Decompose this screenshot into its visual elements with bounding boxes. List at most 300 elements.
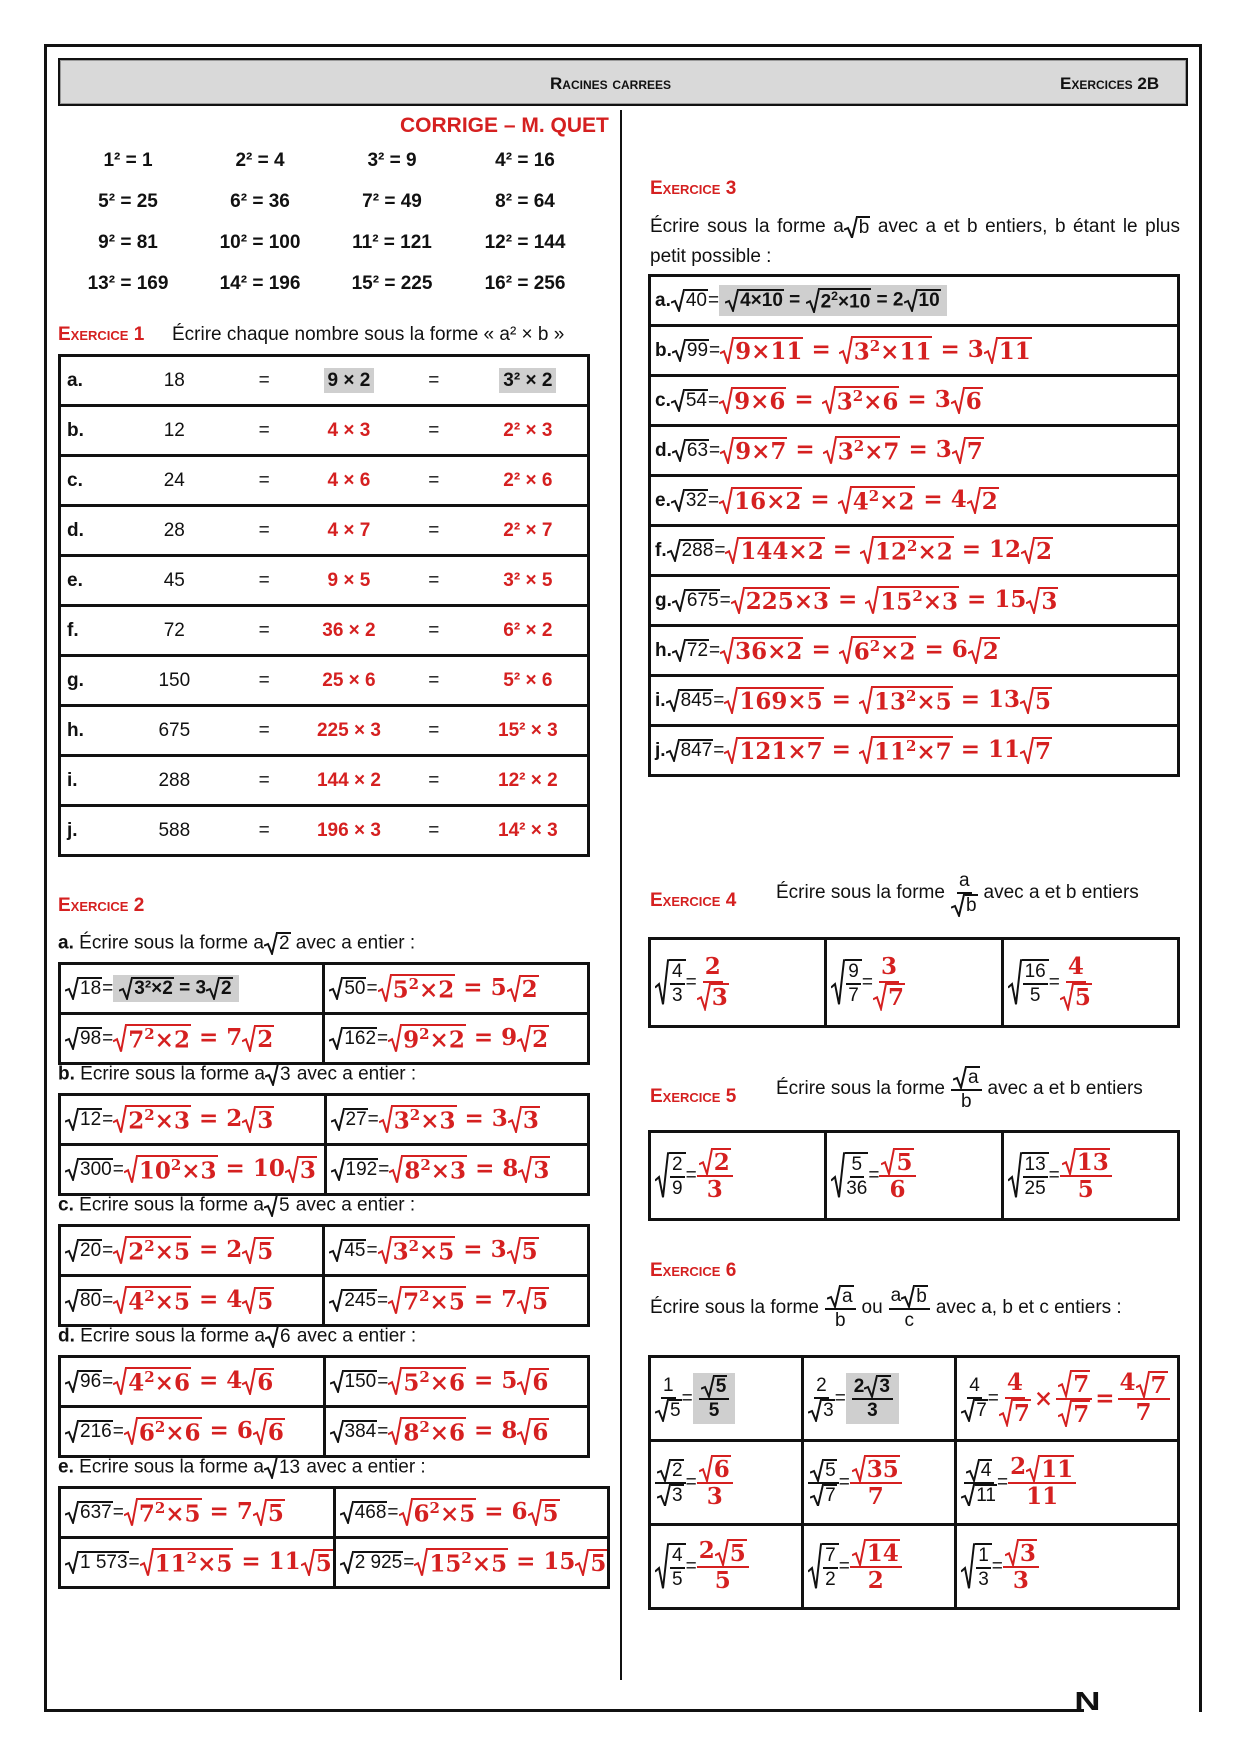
cell-value: 9 × 2: [324, 368, 375, 393]
square-value: 14² = 196: [219, 273, 301, 294]
answer: [124, 1417, 285, 1446]
den: 3: [978, 1568, 989, 1590]
cell-value: 196 × 3: [316, 819, 381, 841]
radical-sign: [827, 1285, 841, 1308]
radical-sign: [968, 637, 982, 664]
table-row: [60, 456, 589, 506]
radicand: [980, 1459, 993, 1482]
coef: 3: [934, 385, 951, 413]
table-cell: [60, 1538, 335, 1588]
times: ×: [917, 538, 937, 566]
times: ×: [880, 638, 900, 666]
radicand: 5: [521, 1238, 538, 1266]
text: =: [455, 1235, 491, 1263]
denominator: [999, 1399, 1031, 1427]
cell-content: [336, 1489, 608, 1536]
product: 9×11: [735, 338, 803, 366]
radicand: [680, 739, 714, 762]
factor: 5: [935, 688, 952, 716]
den: 7: [825, 1484, 836, 1506]
table-row: [650, 626, 1179, 676]
den: 5: [1077, 1176, 1094, 1204]
exponent: 2: [408, 975, 419, 994]
sqrt-radical: [389, 1155, 467, 1184]
square-base: 11: [873, 738, 906, 766]
radicand: [836, 386, 900, 415]
sqrt-radical: [124, 1498, 202, 1527]
fraction: [825, 1285, 856, 1332]
coef: 7: [236, 1497, 253, 1525]
sqrt-radical: [951, 387, 983, 414]
square-value: 16² = 256: [484, 273, 566, 294]
table-cell: [399, 456, 469, 506]
radicand: 5: [590, 1550, 607, 1578]
sqrt-radical: [719, 387, 786, 414]
denominator: [873, 983, 905, 1011]
numerator: [1066, 954, 1086, 982]
num: 9: [848, 960, 859, 982]
table-cell: [469, 356, 589, 406]
table-row: [650, 726, 1179, 776]
denominator: [961, 1484, 997, 1507]
table-cell: [1002, 1132, 1178, 1220]
ex1-table: [58, 354, 590, 857]
cell-value: 2² × 3: [503, 419, 553, 441]
cell-value: 5² × 6: [503, 669, 553, 691]
radicand: [998, 337, 1032, 364]
table-cell: [650, 939, 826, 1027]
cell-content: [325, 1015, 587, 1062]
radical-sign: [999, 1399, 1013, 1426]
denominator: [978, 1569, 989, 1591]
cell-content: [61, 1146, 324, 1193]
text: =: [803, 635, 839, 663]
number: 162: [344, 1028, 377, 1050]
denominator: [1030, 985, 1041, 1007]
radical-sign: [329, 1239, 343, 1262]
radical-sign: [399, 1498, 413, 1527]
radical-sign: [330, 1420, 344, 1443]
coef: 4: [1119, 1369, 1136, 1397]
times: ×: [471, 1550, 492, 1578]
radicand: [1040, 587, 1058, 614]
fraction: [879, 1147, 915, 1203]
sqrt-radical: [65, 1370, 102, 1393]
table-cell: [119, 606, 229, 656]
sqrt-radical: [667, 539, 715, 562]
radicand: [521, 975, 539, 1002]
radical-sign: [113, 1105, 127, 1134]
sqrt-radical: [808, 1399, 835, 1422]
radicand: [79, 1239, 102, 1262]
table-cell: [60, 1357, 325, 1407]
radicand: 3: [173, 1107, 190, 1135]
cell-value: =: [258, 719, 270, 741]
table-row: [60, 706, 589, 756]
text: =: [871, 289, 893, 311]
den: 25: [1024, 1177, 1046, 1199]
denominator: [889, 1177, 905, 1203]
table-cell: [119, 356, 229, 406]
text: =: [915, 485, 951, 513]
sqrt-radical: [724, 737, 823, 764]
cell-value: =: [428, 369, 440, 391]
denominator: [707, 1177, 723, 1203]
radical-sign: [124, 1498, 138, 1527]
table-cell: [324, 1226, 589, 1276]
fraction: [961, 1375, 988, 1422]
cell-value: =: [258, 519, 270, 541]
den: 2: [825, 1568, 836, 1590]
ex6-instruction-text: [650, 1285, 1122, 1332]
coef: 6: [236, 1416, 253, 1444]
den: 11: [976, 1484, 996, 1506]
denominator: [846, 1178, 867, 1200]
radicand: 6: [257, 1369, 274, 1397]
corrige-label: CORRIGE – M. QUET: [400, 114, 609, 137]
radical-sign: [904, 289, 918, 312]
table-cell: [650, 1525, 803, 1609]
denominator: [1058, 1400, 1090, 1428]
text: =: [713, 689, 725, 711]
sqrt-radical: [1060, 983, 1092, 1010]
factor: 3²×2: [134, 978, 173, 1000]
num: 2: [713, 1148, 730, 1176]
radicand: 6: [965, 388, 982, 416]
sqrt-radical: [655, 959, 686, 1007]
radicand: [256, 1368, 274, 1395]
radical-sign: [388, 1024, 402, 1053]
radical-sign: [65, 1158, 79, 1181]
table-cell: [60, 706, 120, 756]
number: 50: [344, 978, 366, 1000]
num: a: [958, 870, 970, 891]
radical-sign: [517, 1025, 531, 1052]
text: =: [787, 435, 823, 463]
radical-sign: [720, 437, 734, 464]
text: =: [834, 1387, 846, 1409]
num: 1: [663, 1375, 674, 1397]
table-cell: [119, 556, 229, 606]
table-row: [650, 576, 1179, 626]
radical-sign: [388, 1417, 402, 1446]
cell-content: [336, 1539, 608, 1586]
table-cell: [650, 276, 1179, 326]
radical-sign: [839, 636, 853, 665]
den: b: [965, 894, 977, 916]
square-base: 4: [852, 488, 869, 516]
radicand: 2: [448, 1026, 465, 1054]
times: ×: [916, 738, 936, 766]
rad: 7: [1150, 1371, 1167, 1399]
ex3-title: Exercice 3: [650, 178, 737, 199]
den: 3: [867, 1400, 878, 1422]
radical-sign: [725, 537, 739, 564]
fraction: [697, 1454, 733, 1510]
answer: [731, 586, 1059, 615]
sqrt-radical: [839, 636, 917, 665]
times: ×: [430, 1157, 451, 1185]
sqrt-radical: [657, 1459, 684, 1482]
radicand: [738, 737, 823, 764]
cell-content: [61, 1277, 322, 1324]
radicand: [393, 1105, 457, 1134]
sqrt-radical: [65, 1551, 129, 1574]
cell-content: [61, 1539, 333, 1586]
radicand: 6: [532, 1419, 549, 1447]
fraction: [1060, 954, 1092, 1010]
radicand: [895, 1148, 913, 1175]
radical-sign: [697, 983, 711, 1010]
text: =: [102, 1370, 114, 1392]
radical-sign: [1008, 1152, 1022, 1200]
den: 5: [708, 1400, 720, 1422]
ex4-instruction-text: [776, 870, 1139, 917]
cell-value: 25 × 6: [322, 669, 376, 691]
cell-value: =: [258, 819, 270, 841]
text: =: [378, 1158, 390, 1180]
rad: 6: [713, 1455, 730, 1483]
radicand: [79, 1551, 129, 1574]
numerator: [670, 961, 685, 985]
table-cell: [1002, 939, 1178, 1027]
radicand: 3: [533, 1157, 550, 1185]
radicand: 2: [221, 978, 232, 1000]
sqrt-radical: [904, 289, 941, 312]
text: =: [802, 485, 838, 513]
answer: [388, 1286, 549, 1315]
num: 2: [672, 1459, 683, 1481]
cell-value: =: [428, 619, 440, 641]
radicand: [1013, 1399, 1031, 1426]
num: 5: [851, 1153, 863, 1175]
answer: [113, 975, 238, 1002]
radicand-value: 6: [279, 1326, 291, 1347]
radicand: [138, 1155, 218, 1184]
fraction: [951, 870, 978, 917]
exponent: 2: [170, 1156, 182, 1175]
denominator: [697, 983, 729, 1011]
product: 144×2: [740, 538, 824, 566]
radical-sign: [242, 1106, 256, 1133]
factor: 7: [128, 1026, 145, 1054]
radicand: [1040, 1455, 1074, 1482]
denominator: [961, 1091, 972, 1113]
text: =: [366, 1239, 378, 1261]
factor: 2: [128, 1107, 145, 1135]
text: =: [709, 639, 721, 661]
sqrt-radical: [864, 1375, 891, 1398]
radicand: [127, 1024, 191, 1053]
product: 9×7: [735, 438, 787, 466]
sqrt-radical: [881, 1148, 913, 1175]
text: =: [112, 1420, 124, 1442]
text: =: [932, 335, 968, 363]
radicand: [715, 1375, 728, 1398]
cell-content: [61, 1489, 333, 1536]
radicand: [278, 1456, 301, 1479]
cell-value: =: [428, 819, 440, 841]
denominator: [672, 985, 683, 1007]
table-row: [60, 606, 589, 656]
coef: 2: [892, 289, 904, 311]
radical-sign: [1060, 983, 1074, 1010]
fraction: [1003, 1538, 1039, 1594]
radical-sign: [206, 977, 220, 1000]
coef: 3: [195, 977, 207, 999]
table-cell: [650, 726, 1179, 776]
sqrt-radical: [831, 959, 862, 1007]
cell-content: [651, 577, 1177, 624]
sqrt-radical: [699, 1148, 731, 1175]
radicand: [79, 1370, 102, 1393]
table-cell: [399, 356, 469, 406]
numerator: [1060, 1147, 1112, 1177]
sqrt-radical: [961, 1399, 988, 1422]
ex1-instruction: Écrire chaque nombre sous la forme « a² × b »: [172, 324, 565, 345]
table-row: [650, 676, 1179, 726]
sqrt-radical: [1026, 587, 1058, 614]
coef: 5: [490, 973, 507, 1001]
sqrt-radical: [140, 1548, 234, 1577]
cell-content: [325, 1277, 587, 1324]
coef: 2: [853, 1375, 865, 1397]
num: 16: [1024, 960, 1046, 982]
num: 2: [816, 1375, 827, 1397]
factor: 6: [138, 1419, 155, 1447]
text: =: [455, 973, 491, 1001]
table-cell: [650, 526, 1179, 576]
table-cell: [229, 356, 299, 406]
sqrt-radical: [1020, 737, 1052, 764]
numerator: [1003, 1538, 1039, 1568]
radical-sign: [379, 1105, 393, 1134]
table-row: [650, 526, 1179, 576]
radical-sign: [65, 1420, 79, 1443]
radicand-value: 2: [278, 933, 290, 954]
ex2-instruction: [58, 1063, 416, 1086]
row-label: e.: [655, 489, 671, 511]
radical-sign: [285, 1156, 299, 1183]
sqrt-radical: [731, 587, 830, 614]
radical-sign: [719, 487, 733, 514]
cell-value: =: [428, 569, 440, 591]
sqrt-radical: [517, 1368, 549, 1395]
radicand: [975, 1399, 988, 1422]
radical-sign: [507, 975, 521, 1002]
part-label: b.: [58, 1063, 75, 1085]
square-base: 15: [880, 588, 913, 616]
table-cell: [324, 1276, 589, 1326]
radicand: [392, 974, 456, 1003]
radicand: 5: [491, 1550, 508, 1578]
instruction-text: Écrire sous la forme a: [79, 1456, 264, 1478]
num: 13: [1024, 1153, 1046, 1175]
radicand: [982, 637, 1000, 664]
radicand: 3: [450, 1157, 467, 1185]
cell-content: [326, 1408, 588, 1455]
radicand: [343, 977, 366, 1000]
text: =: [709, 339, 721, 361]
rad: 5: [715, 1376, 727, 1398]
radicand: [858, 216, 871, 239]
cell-value: 45: [163, 569, 185, 591]
instruction-text: Écrire sous la forme a: [79, 1194, 264, 1216]
cell-content: [325, 1227, 587, 1274]
radical-sign: [720, 637, 734, 664]
radical-sign: [881, 1148, 895, 1175]
text: =: [377, 1027, 389, 1049]
instruction-text: avec a entier :: [295, 932, 416, 954]
sqrt-radical: [901, 1285, 928, 1308]
sqrt-radical: [264, 1194, 291, 1217]
radical-sign: [1026, 1455, 1040, 1482]
text: =: [916, 635, 952, 663]
radicand: 11: [998, 338, 1031, 366]
numerator: [967, 1375, 982, 1399]
radicand: [1019, 1539, 1037, 1566]
denominator: [868, 1484, 884, 1510]
radicand: [873, 736, 953, 765]
number: 384: [344, 1421, 377, 1443]
table-row: [60, 1488, 609, 1538]
exponent: 2: [905, 687, 917, 706]
numerator: [850, 1538, 902, 1568]
radical-sign: [699, 1455, 713, 1482]
product: 9×6: [734, 388, 786, 416]
table-cell: [60, 506, 120, 556]
cell-value: f.: [67, 619, 79, 641]
table-cell: [956, 1357, 1179, 1441]
cell-content: [326, 1358, 588, 1405]
sqrt-radical: [265, 1063, 292, 1086]
sqrt-radical: [966, 1459, 993, 1482]
text: =: [719, 589, 731, 611]
radical-sign: [666, 739, 680, 762]
numerator: [661, 1375, 676, 1399]
radicand: [531, 1025, 549, 1052]
radicand: [154, 1548, 234, 1577]
sqrt-radical: [113, 1236, 191, 1265]
sqrt-radical: [253, 1499, 285, 1526]
instruction-text: Écrire sous la forme: [776, 882, 945, 904]
ex2-instruction: [58, 1325, 416, 1348]
radicand: [79, 1027, 102, 1050]
fraction: [655, 1375, 682, 1422]
factor: 8: [404, 1157, 421, 1185]
table-cell: [229, 456, 299, 506]
table-cell: [60, 964, 324, 1014]
table-cell: [650, 476, 1179, 526]
radical-sign: [340, 1551, 354, 1574]
denominator: [808, 1399, 835, 1422]
numerator: [808, 1459, 839, 1484]
table-row: [650, 939, 1179, 1027]
number: 45: [344, 1240, 366, 1262]
radicand: 3: [522, 1107, 539, 1135]
coef: 7: [501, 1285, 518, 1313]
number: 63: [686, 440, 709, 462]
sqrt-radical: [65, 1158, 113, 1181]
radicand-value: 3: [279, 1064, 291, 1085]
radical-sign: [329, 1289, 343, 1312]
sqrt-radical: [1058, 1400, 1090, 1427]
table-cell: [469, 706, 589, 756]
text: =: [476, 1497, 512, 1525]
numerator: [879, 1147, 915, 1177]
radicand: 7: [1035, 738, 1052, 766]
table-cell: [119, 506, 229, 556]
